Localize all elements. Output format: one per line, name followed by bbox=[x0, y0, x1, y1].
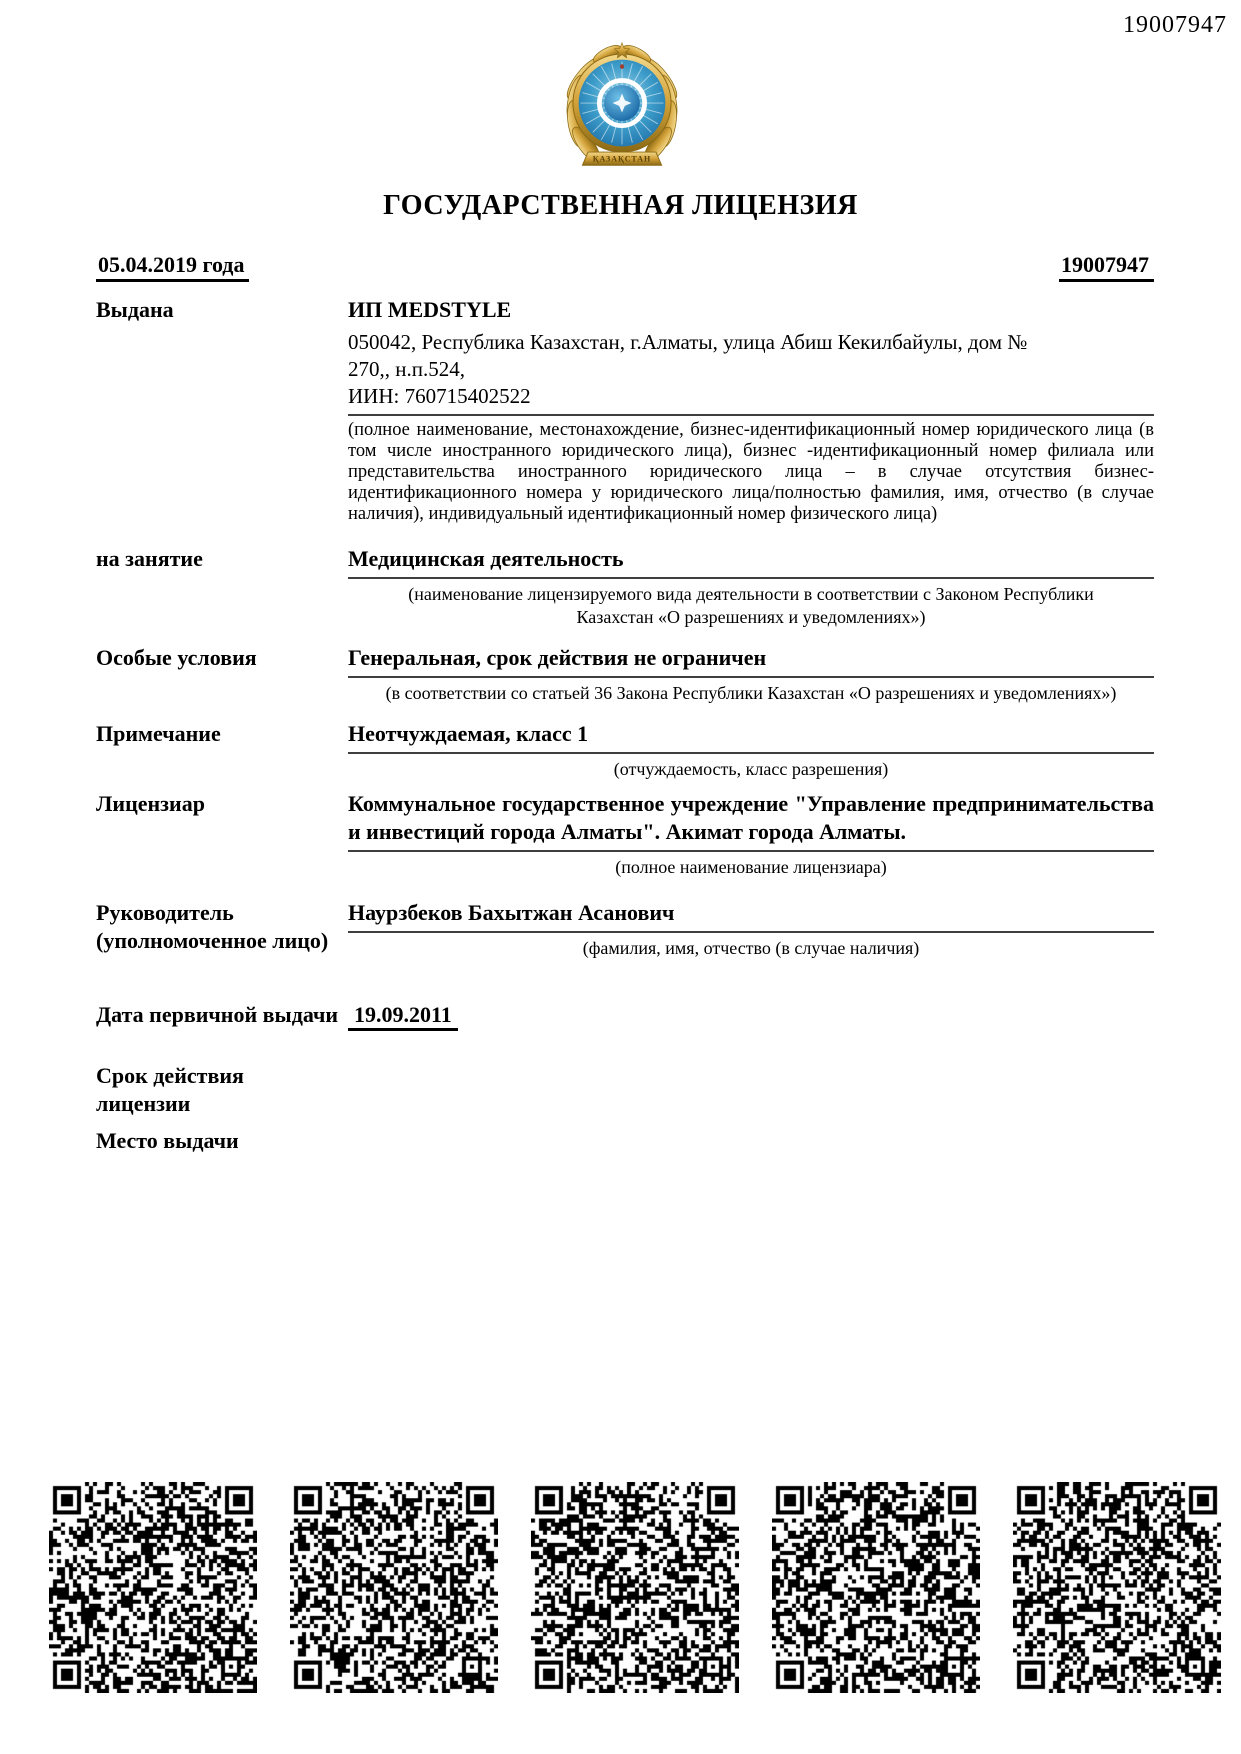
issue-row bbox=[96, 252, 1154, 282]
note-label: Примечание bbox=[96, 721, 221, 746]
validity-label: Срок действия лицензии bbox=[96, 1063, 244, 1116]
field-special-conditions bbox=[96, 644, 1154, 705]
field-first-issue-date bbox=[96, 1001, 1154, 1029]
licensee-address: 050042, Республика Казахстан, г.Алматы, улица Абиш Кекилбайулы, дом № 270,, н.п.524, bbox=[348, 330, 1028, 381]
licensee-iin: ИИН: 760715402522 bbox=[348, 384, 531, 408]
qr-code-row bbox=[49, 1482, 1221, 1693]
activity-value: Медицинская деятельность bbox=[348, 545, 1154, 579]
head-value: Наурзбеков Бахытжан Асанович bbox=[348, 899, 1154, 933]
first-issue-date-label: Дата первичной выдачи bbox=[96, 1002, 339, 1027]
licensor-value: Коммунальное государственное учреждение "Управление предпринимательства и инвестиций города Алматы". Акимат города Алматы. bbox=[348, 790, 1154, 852]
field-activity bbox=[96, 545, 1154, 629]
special-conditions-caption: (в соответствии со статьей 36 Закона Республики Казахстан «О разрешениях и уведомлениях») bbox=[385, 683, 1117, 703]
head-label: Руководитель (уполномоченное лицо) bbox=[96, 900, 329, 953]
field-licensor bbox=[96, 790, 1154, 879]
kazakhstan-emblem-icon bbox=[556, 33, 688, 175]
field-issue-place bbox=[96, 1127, 1154, 1155]
issued-to-label: Выдана bbox=[96, 297, 174, 322]
qr-code-2 bbox=[290, 1482, 498, 1693]
issued-to-caption: (полное наименование, местонахождение, бизнес-идентификационный номер юридического лица (в том числе иностранного юридического лица), бизнес -идентификационный номер филиала или представительства иностранного юридического лица – в случае отсутствия бизнес-идентификационного номера у юридического лица/полностью фамилия, имя, отчество (в случае наличия), индивидуальный идентификационный номер физического лица) bbox=[348, 420, 1154, 524]
note-value: Неотчуждаемая, класс 1 bbox=[348, 720, 1154, 754]
qr-code-1 bbox=[49, 1482, 257, 1693]
licensee-name: ИП MEDSTYLE bbox=[348, 297, 512, 322]
head-caption: (фамилия, имя, отчество (в случае наличия) bbox=[582, 938, 920, 958]
special-conditions-label: Особые условия bbox=[96, 645, 257, 670]
qr-code-4 bbox=[772, 1482, 980, 1693]
qr-code-3 bbox=[531, 1482, 739, 1693]
licensor-caption: (полное наименование лицензиара) bbox=[615, 857, 887, 877]
licensor-label: Лицензиар bbox=[96, 791, 205, 816]
license-number: 19007947 bbox=[1059, 252, 1154, 282]
qr-code-5 bbox=[1013, 1482, 1221, 1693]
special-conditions-value: Генеральная, срок действия не ограничен bbox=[348, 644, 1154, 678]
page-title: ГОСУДАРСТВЕННАЯ ЛИЦЕНЗИЯ bbox=[383, 190, 858, 221]
field-issued-to bbox=[96, 296, 1154, 525]
activity-label: на занятие bbox=[96, 546, 203, 571]
field-head bbox=[96, 899, 1154, 960]
note-caption: (отчуждаемость, класс разрешения) bbox=[613, 759, 889, 779]
doc-number-top: 19007947 bbox=[1123, 12, 1227, 38]
activity-caption: (наименование лицензируемого вида деятельности в соответствии с Законом Республики Казахстан «О разрешениях и уведомлениях») bbox=[408, 584, 1094, 627]
field-note bbox=[96, 720, 1154, 781]
issue-place-label: Место выдачи bbox=[96, 1128, 239, 1153]
field-validity bbox=[96, 1062, 1154, 1118]
issue-date: 05.04.2019 года bbox=[96, 252, 249, 282]
emblem-banner-text: ҚАЗАҚСТАН bbox=[592, 154, 652, 164]
first-issue-date-value: 19.09.2011 bbox=[348, 1002, 458, 1031]
fields-area bbox=[96, 296, 1154, 1155]
